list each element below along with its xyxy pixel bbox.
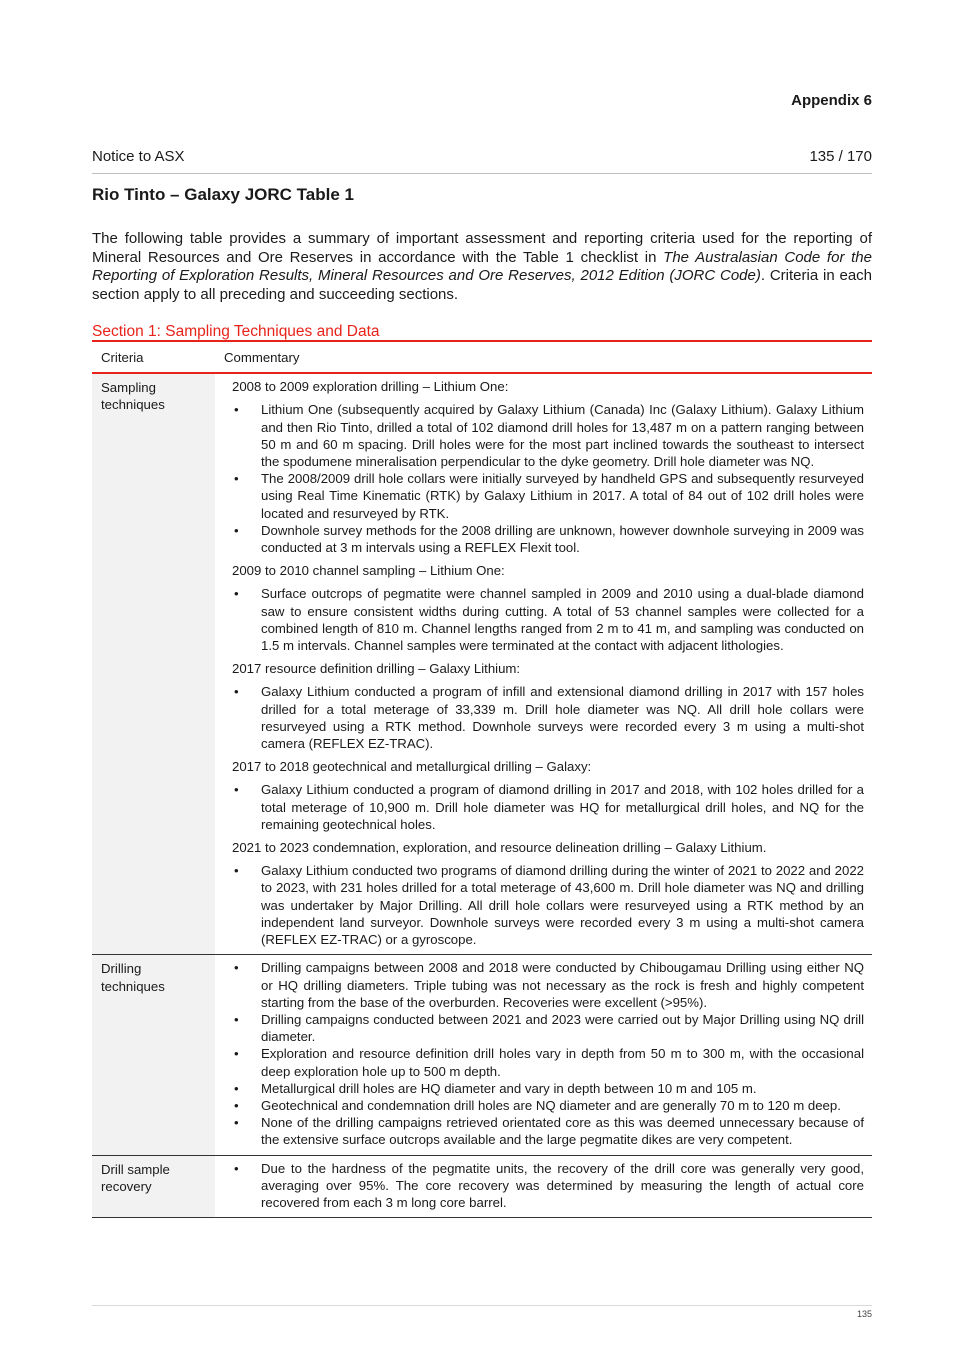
bullet-item: • Exploration and resource definition drill holes vary in depth from 50 m to 300 m, with the occasional deep exploration hole up to 500 m depth. <box>232 1045 864 1079</box>
intro-text-end: . Criteria in each section apply to all preceding and succeeding sections. <box>92 267 872 303</box>
table-header-row <box>92 341 872 373</box>
section-heading: Section 1: Sampling Techniques and Data <box>92 323 380 340</box>
page-title: Rio Tinto – Galaxy JORC Table 1 <box>92 185 354 204</box>
subheading: 2021 to 2023 condemnation, exploration, and resource delineation drilling – Galaxy Lithium. <box>232 840 767 856</box>
bullet-item: • Galaxy Lithium conducted a program of diamond drilling in 2017 and 2018, with 102 holes drilled for a total meterage of 10,900 m. Drill hole diameter was HQ for metallurgical drill holes, and NQ for the remaining geotechnical holes. <box>232 781 864 833</box>
bullet-item: • The 2008/2009 drill hole collars were initially surveyed by handheld GPS and subsequently resurveyed using Real Time Kinematic (RTK) by Galaxy Lithium in 2017. A total of 84 out of 102 drill holes were located and resurveyed by RTK. <box>232 470 864 522</box>
bullet-list <box>232 862 864 948</box>
intro-paragraph <box>92 230 872 304</box>
subheading: 2017 resource definition drilling – Galaxy Lithium: <box>232 661 521 677</box>
commentary-cell <box>215 1155 872 1218</box>
bullet-item: • Lithium One (subsequently acquired by Galaxy Lithium (Canada) Inc (Galaxy Lithium). Galaxy Lithium and then Rio Tinto, drilled a total of 102 diamond drill holes for 13,487 m on a pattern ranging between 50 m and 60 m spacing. Drill holes were for the most part inclined towards the southeast to intersect the spodumene mineralisation perpendicular to the dyke geometry. Drill hole diameter was NQ. <box>232 401 864 470</box>
table-row <box>92 1155 872 1218</box>
subheading: 2017 to 2018 geotechnical and metallurgical drilling – Galaxy: <box>232 759 592 775</box>
bullet-list <box>232 585 864 654</box>
bullet-item: • Galaxy Lithium conducted a program of infill and extensional diamond drilling in 2017 with 157 holes drilled for a total meterage of 33,339 m. Drill hole diameter was NQ. All drill hole collars were resurveyed using a RTK method. Downhole surveys were recorded every 3 m using a multi-shot camera (REFLEX EZ-TRAC). <box>232 683 864 752</box>
bullet-item: • Geotechnical and condemnation drill holes are NQ diameter and are generally 70 m to 120 m deep. <box>232 1097 864 1114</box>
page-number: 135 <box>856 1309 872 1319</box>
table-row <box>92 373 872 955</box>
commentary-cell <box>215 955 872 1155</box>
bullet-item: • None of the drilling campaigns retrieved orientated core as this was deemed unnecessary because of the extensive surface outcrops available and the large pegmatite dikes are very competent. <box>232 1114 864 1148</box>
bullet-item: • Due to the hardness of the pegmatite units, the recovery of the drill core was generally very good, averaging over 95%. The core recovery was determined by measuring the length of actual core recovered from each 3 m long core barrel. <box>232 1160 864 1212</box>
subheading: 2008 to 2009 exploration drilling – Lithium One: <box>232 379 509 395</box>
header-criteria: Criteria <box>92 341 215 373</box>
bullet-list <box>232 781 864 833</box>
bullet-list <box>232 959 864 1148</box>
criteria-cell: Sampling techniques <box>92 373 215 955</box>
criteria-cell: Drilling techniques <box>92 955 215 1155</box>
bullet-list <box>232 401 864 556</box>
commentary-cell <box>215 373 872 955</box>
bullet-item: • Metallurgical drill holes are HQ diameter and vary in depth between 10 m and 105 m. <box>232 1080 864 1097</box>
notice-label: Notice to ASX <box>92 148 185 165</box>
header-commentary: Commentary <box>215 341 872 373</box>
footer-divider <box>92 1305 872 1306</box>
bullet-item: • Downhole survey methods for the 2008 drilling are unknown, however downhole surveying in 2009 was conducted at 3 m intervals using a REFLEX Flexit tool. <box>232 522 864 556</box>
jorc-table <box>92 340 872 1218</box>
page-count: 135 / 170 <box>809 148 872 165</box>
bullet-item: • Galaxy Lithium conducted two programs of diamond drilling during the winter of 2021 to 2022 and 2022 to 2023, with 231 holes drilled for a total meterage of 43,600 m. Drill hole diameter was NQ and drilling was undertaker by Major Drilling. All drill hole collars were resurveyed using a RTK method by an independent land surveyor. Downhole surveys were recorded every 3 m using a multi-shot camera (REFLEX EZ-TRAC) or a gyroscope. <box>232 862 864 948</box>
appendix-label: Appendix 6 <box>791 92 872 109</box>
bullet-list <box>232 683 864 752</box>
criteria-cell: Drill sample recovery <box>92 1155 215 1218</box>
table-row <box>92 955 872 1155</box>
bullet-item: • Drilling campaigns conducted between 2021 and 2023 were carried out by Major Drilling using NQ drill diameter. <box>232 1011 864 1045</box>
header-divider <box>92 173 872 174</box>
bullet-list <box>232 1160 864 1212</box>
bullet-item: • Surface outcrops of pegmatite were channel sampled in 2009 and 2010 using a dual-blade diamond saw to ensure consistent widths during cutting. A total of 53 channel samples were collected for a combined length of 810 m. Channel lengths ranged from 2 m to 41 m, and sampling was conducted on 1.5 m intervals. Channel samples were terminated at the contact with adjacent lithologies. <box>232 585 864 654</box>
intro-code-title: The Australasian Code for the Reporting of Exploration Results, Mineral Resources and Ore Reserves, 2012 Edition (JORC Code) <box>92 248 872 285</box>
bullet-item: • Drilling campaigns between 2008 and 2018 were conducted by Chibougamau Drilling using either NQ or HQ drilling diameters. Triple tubing was not necessary as the rock is fresh and highly competent starting from the base of the overburden. Recoveries were excellent (>95%). <box>232 959 864 1011</box>
subheading: 2009 to 2010 channel sampling – Lithium One: <box>232 563 505 579</box>
intro-text-start: The following table provides a summary of important assessment and reporting criteria used for the reporting of Mineral Resources and Ore Reserves in accordance with the Table 1 checklist in <box>92 230 872 266</box>
